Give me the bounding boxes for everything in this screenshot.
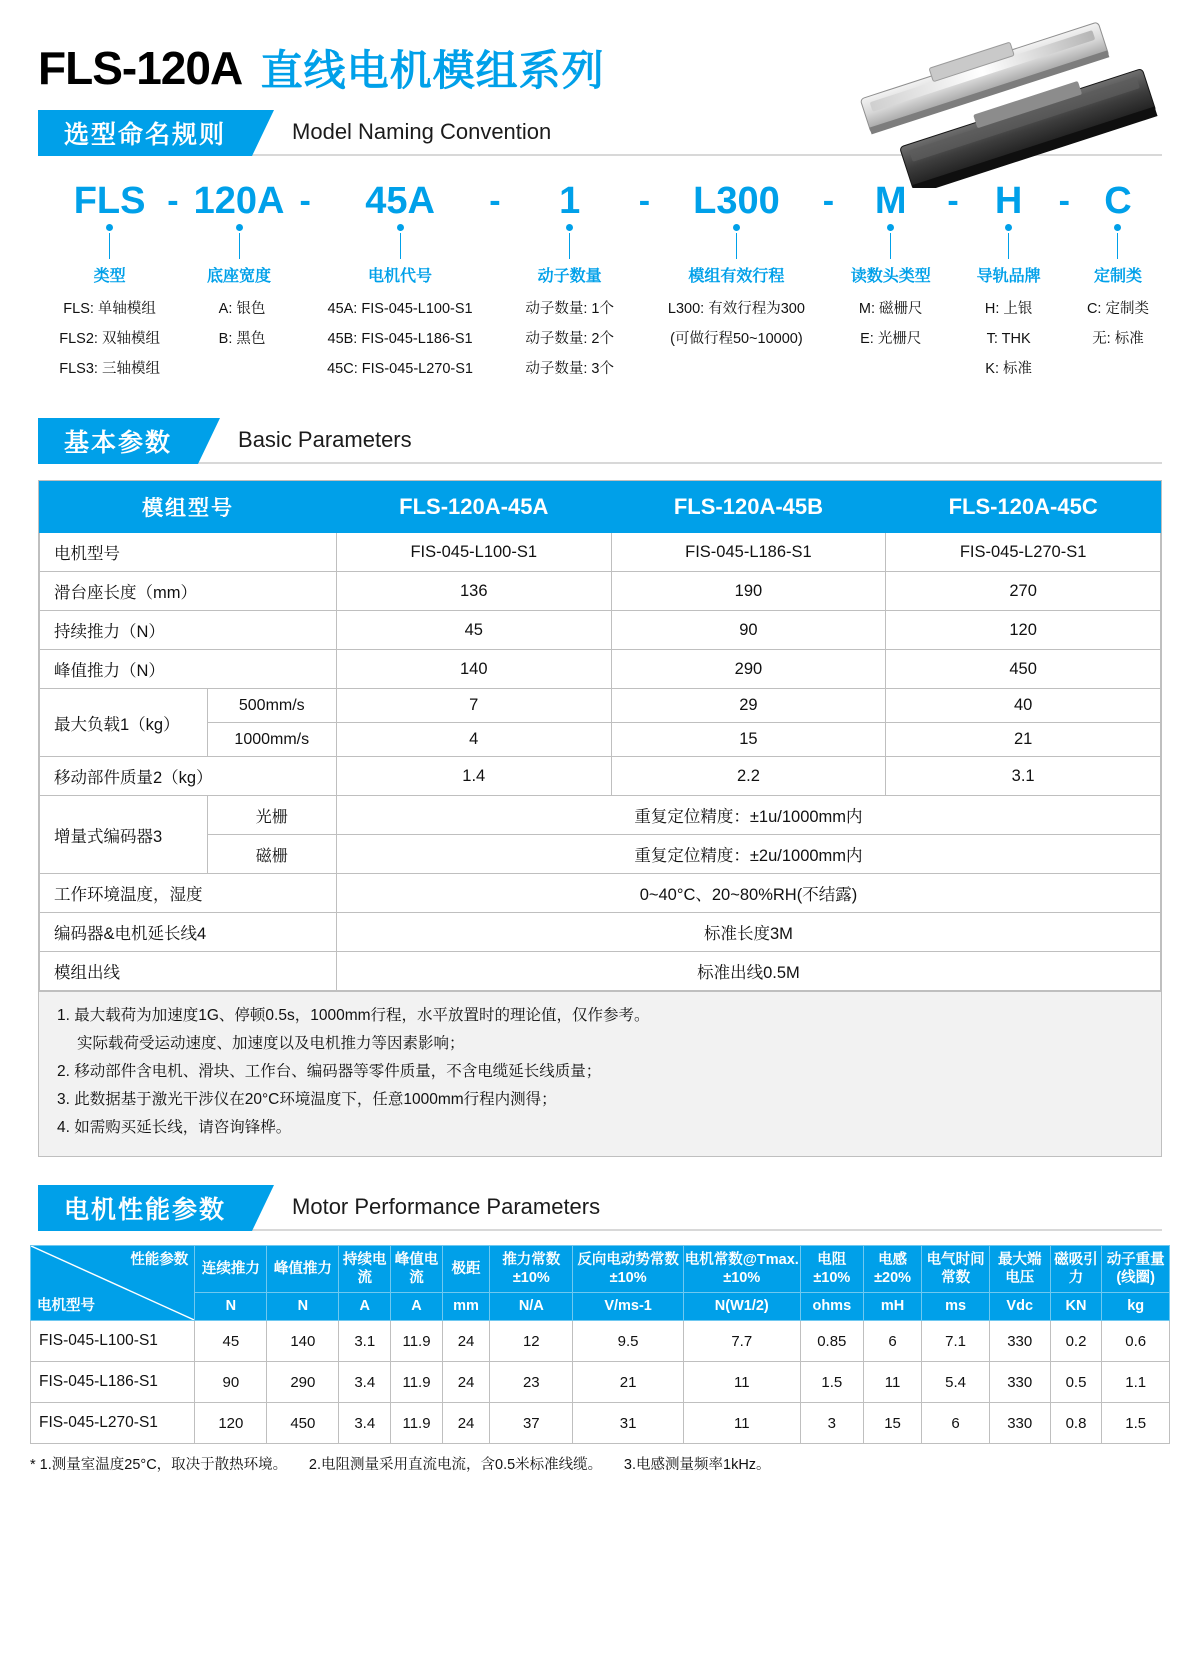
cell-value: 11 bbox=[683, 1362, 800, 1403]
naming-col-type bbox=[56, 178, 163, 384]
motor-performance-table bbox=[30, 1245, 1170, 1444]
cell-value: 15 bbox=[611, 723, 886, 757]
unit-cell: KN bbox=[1050, 1292, 1102, 1320]
col-header-45b: FLS-120A-45B bbox=[611, 482, 886, 533]
naming-col-mover-count bbox=[505, 178, 635, 384]
naming-options bbox=[183, 294, 296, 354]
naming-option: L300: 有效行程为300 bbox=[667, 301, 805, 317]
row-label: 编码器&电机延长线4 bbox=[40, 913, 337, 952]
naming-token: M bbox=[874, 180, 907, 222]
naming-option: H: 上银 bbox=[984, 301, 1033, 317]
cell-value: 3.4 bbox=[339, 1362, 391, 1403]
naming-options bbox=[1074, 294, 1162, 354]
naming-option: 45B: FIS-045-L186-S1 bbox=[327, 331, 473, 347]
row-sublabel: 光栅 bbox=[207, 796, 336, 835]
naming-label: 动子数量 bbox=[537, 268, 602, 285]
row-label: 滑台座长度（mm） bbox=[40, 572, 337, 611]
cell-value: 290 bbox=[267, 1362, 339, 1403]
cell-value: 140 bbox=[267, 1321, 339, 1362]
naming-option: C: 定制类 bbox=[1086, 301, 1149, 317]
col-header: 连续推力 bbox=[195, 1246, 267, 1293]
cell-value: 45 bbox=[195, 1321, 267, 1362]
section-title-cn: 选型命名规则 bbox=[38, 110, 252, 156]
cell-value: 1.5 bbox=[1102, 1403, 1170, 1444]
cell-value: 290 bbox=[611, 650, 886, 689]
table-row bbox=[40, 650, 1161, 689]
naming-dot bbox=[1114, 224, 1121, 231]
naming-label: 导轨品牌 bbox=[976, 268, 1041, 285]
naming-separator: - bbox=[489, 182, 501, 220]
cell-value: 4 bbox=[336, 723, 611, 757]
cell-value: 2.2 bbox=[611, 757, 886, 796]
row-label-maxload: 最大负载1（kg） bbox=[40, 689, 208, 757]
note-line: 4. 如需购买延长线，请咨询锋桦。 bbox=[57, 1119, 292, 1136]
row-sublabel: 500mm/s bbox=[207, 689, 336, 723]
naming-separator: - bbox=[947, 182, 959, 220]
motor-table-footnote: * 1.测量室温度25°C，取决于散热环境。 2.电阻测量采用直流电流，含0.5米标准线缆。 3.电感测量频率1kHz。 bbox=[30, 1457, 771, 1473]
naming-dot bbox=[397, 224, 404, 231]
row-model: FIS-045-L270-S1 bbox=[31, 1403, 195, 1444]
cell-value: 1.1 bbox=[1102, 1362, 1170, 1403]
table-row bbox=[31, 1362, 1170, 1403]
naming-options bbox=[963, 294, 1055, 384]
unit-cell: N bbox=[267, 1292, 339, 1320]
cell-value: 1.5 bbox=[800, 1362, 863, 1403]
naming-token: 120A bbox=[193, 180, 285, 222]
table-row bbox=[40, 572, 1161, 611]
naming-leader bbox=[1117, 233, 1118, 259]
cell-value: 37 bbox=[490, 1403, 573, 1444]
cell-value-merged: 0~40°C、20~80%RH(不结露) bbox=[336, 874, 1160, 913]
cell-value: FIS-045-L270-S1 bbox=[886, 533, 1161, 572]
naming-token: 1 bbox=[559, 180, 581, 222]
row-label: 持续推力（N） bbox=[40, 611, 337, 650]
naming-option: 动子数量: 1个 bbox=[525, 301, 614, 317]
cell-value: 24 bbox=[442, 1321, 489, 1362]
cell-value: 7.7 bbox=[683, 1321, 800, 1362]
naming-leader bbox=[736, 233, 737, 259]
naming-label: 电机代号 bbox=[368, 268, 433, 285]
cell-value: 11 bbox=[863, 1362, 922, 1403]
col-header: 电机常数@Tmax.±10% bbox=[683, 1246, 800, 1293]
col-header: 推力常数±10% bbox=[490, 1246, 573, 1293]
table-row bbox=[40, 533, 1161, 572]
title-model: FLS-120A bbox=[38, 42, 243, 94]
cell-value: 270 bbox=[886, 572, 1161, 611]
cell-value: 24 bbox=[442, 1362, 489, 1403]
cell-value: 0.5 bbox=[1050, 1362, 1102, 1403]
unit-cell: A bbox=[391, 1292, 443, 1320]
naming-leader bbox=[569, 233, 570, 259]
cell-value: 3.1 bbox=[339, 1321, 391, 1362]
page-title bbox=[0, 0, 1200, 110]
product-photo bbox=[840, 8, 1180, 188]
cell-value: FIS-045-L100-S1 bbox=[336, 533, 611, 572]
unit-cell: ms bbox=[922, 1292, 990, 1320]
unit-cell: V/ms-1 bbox=[573, 1292, 683, 1320]
row-label: 峰值推力（N） bbox=[40, 650, 337, 689]
naming-dot bbox=[566, 224, 573, 231]
naming-dot bbox=[887, 224, 894, 231]
cell-value: 6 bbox=[863, 1321, 922, 1362]
cell-value: 21 bbox=[886, 723, 1161, 757]
naming-col-custom bbox=[1074, 178, 1162, 354]
cell-value-merged: 重复定位精度：±2u/1000mm内 bbox=[336, 835, 1160, 874]
title-series: 直线电机模组系列 bbox=[260, 47, 605, 94]
note-line: 1. 最大载荷为加速度1G、停顿0.5s，1000mm行程，水平放置时的理论值，仅作参考。 bbox=[57, 1007, 650, 1024]
naming-option: T: THK bbox=[986, 331, 1031, 347]
naming-option: A: 银色 bbox=[218, 301, 266, 317]
naming-leader bbox=[239, 233, 240, 259]
naming-dot bbox=[1005, 224, 1012, 231]
cell-value: 3.1 bbox=[886, 757, 1161, 796]
unit-cell: N/A bbox=[490, 1292, 573, 1320]
row-label: 模组出线 bbox=[40, 952, 337, 991]
naming-label: 模组有效行程 bbox=[688, 268, 785, 285]
cell-value: 0.2 bbox=[1050, 1321, 1102, 1362]
cell-value: 3.4 bbox=[339, 1403, 391, 1444]
cell-value: 40 bbox=[886, 689, 1161, 723]
col-header: 极距 bbox=[442, 1246, 489, 1293]
cell-value: 330 bbox=[989, 1321, 1050, 1362]
cell-value: 12 bbox=[490, 1321, 573, 1362]
cell-value: 450 bbox=[886, 650, 1161, 689]
col-header: 峰值电流 bbox=[391, 1246, 443, 1293]
cell-value: 15 bbox=[863, 1403, 922, 1444]
cell-value: 120 bbox=[886, 611, 1161, 650]
cell-value: 5.4 bbox=[922, 1362, 990, 1403]
unit-cell: kg bbox=[1102, 1292, 1170, 1320]
cell-value: 330 bbox=[989, 1362, 1050, 1403]
table-row bbox=[40, 835, 1161, 874]
naming-token: H bbox=[994, 180, 1023, 222]
note-line: 实际载荷受运动速度、加速度以及电机推力等因素影响； bbox=[77, 1035, 465, 1052]
col-header: 动子重量(线圈) bbox=[1102, 1246, 1170, 1293]
row-label: 移动部件质量2（kg） bbox=[40, 757, 337, 796]
naming-token: L300 bbox=[693, 180, 780, 222]
unit-cell: N bbox=[195, 1292, 267, 1320]
naming-option: FLS2: 双轴模组 bbox=[59, 331, 160, 347]
row-model: FIS-045-L186-S1 bbox=[31, 1362, 195, 1403]
row-sublabel: 磁栅 bbox=[207, 835, 336, 874]
naming-separator: - bbox=[299, 182, 311, 220]
table-row bbox=[40, 611, 1161, 650]
table-row bbox=[40, 796, 1161, 835]
naming-dot bbox=[733, 224, 740, 231]
cell-value: 11.9 bbox=[391, 1321, 443, 1362]
cell-value: FIS-045-L186-S1 bbox=[611, 533, 886, 572]
cell-value: 21 bbox=[573, 1362, 683, 1403]
naming-label: 读数头类型 bbox=[850, 268, 931, 285]
table-units-row bbox=[31, 1292, 1170, 1320]
section-title-cn: 基本参数 bbox=[38, 418, 198, 464]
naming-options bbox=[838, 294, 943, 354]
naming-separator: - bbox=[822, 182, 835, 220]
row-label-encoder: 增量式编码器3 bbox=[40, 796, 208, 874]
cell-value: 90 bbox=[195, 1362, 267, 1403]
cell-value: 3 bbox=[800, 1403, 863, 1444]
cell-value: 90 bbox=[611, 611, 886, 650]
naming-leader bbox=[890, 233, 891, 259]
cell-value: 450 bbox=[267, 1403, 339, 1444]
col-header: 最大端电压 bbox=[989, 1246, 1050, 1293]
cell-value: 11 bbox=[683, 1403, 800, 1444]
naming-options bbox=[315, 294, 485, 384]
unit-cell: ohms bbox=[800, 1292, 863, 1320]
naming-option: FLS: 单轴模组 bbox=[63, 301, 156, 317]
cell-value: 6 bbox=[922, 1403, 990, 1444]
table-row bbox=[40, 913, 1161, 952]
naming-col-base-width bbox=[183, 178, 296, 354]
note-line: 3. 此数据基于激光干涉仪在20°C环境温度下，任意1000mm行程内测得； bbox=[57, 1091, 557, 1108]
cell-value: 9.5 bbox=[573, 1321, 683, 1362]
col-header-45c: FLS-120A-45C bbox=[886, 482, 1161, 533]
note-line: 2. 移动部件含电机、滑块、工作台、编码器等零件质量，不含电缆延长线质量； bbox=[57, 1063, 602, 1080]
corner-header bbox=[31, 1246, 195, 1321]
cell-value: 136 bbox=[336, 572, 611, 611]
unit-cell: N(W1/2) bbox=[683, 1292, 800, 1320]
cell-value: 190 bbox=[611, 572, 886, 611]
table-row bbox=[40, 952, 1161, 991]
naming-label: 类型 bbox=[93, 268, 126, 285]
col-header: 电气时间常数 bbox=[922, 1246, 990, 1293]
naming-options bbox=[505, 294, 635, 384]
table-row bbox=[31, 1321, 1170, 1362]
naming-convention bbox=[38, 178, 1162, 384]
naming-option: 无: 标准 bbox=[1092, 331, 1144, 347]
unit-cell: A bbox=[339, 1292, 391, 1320]
col-header: 持续电流 bbox=[339, 1246, 391, 1293]
cell-value: 330 bbox=[989, 1403, 1050, 1444]
section-title-en: Basic Parameters bbox=[198, 418, 1162, 464]
cell-value: 140 bbox=[336, 650, 611, 689]
naming-option: FLS3: 三轴模组 bbox=[59, 361, 160, 377]
naming-label: 底座宽度 bbox=[207, 268, 272, 285]
section-title-cn: 电机性能参数 bbox=[38, 1185, 252, 1231]
unit-cell: mm bbox=[442, 1292, 489, 1320]
cell-value: 11.9 bbox=[391, 1362, 443, 1403]
naming-option: 45A: FIS-045-L100-S1 bbox=[327, 301, 473, 317]
naming-option: E: 光栅尺 bbox=[860, 331, 922, 347]
naming-dot bbox=[236, 224, 243, 231]
corner-header-model: 电机型号 bbox=[37, 1298, 95, 1314]
naming-col-readhead bbox=[838, 178, 943, 354]
naming-col-motor-code bbox=[315, 178, 485, 384]
naming-label: 定制类 bbox=[1093, 268, 1142, 285]
cell-value-merged: 标准出线0.5M bbox=[336, 952, 1160, 991]
cell-value-merged: 标准长度3M bbox=[336, 913, 1160, 952]
row-label: 工作环境温度，湿度 bbox=[40, 874, 337, 913]
cell-value: 29 bbox=[611, 689, 886, 723]
cell-value: 0.6 bbox=[1102, 1321, 1170, 1362]
col-header: 电感±20% bbox=[863, 1246, 922, 1293]
section-header-basic bbox=[38, 418, 1162, 464]
section-title-en: Motor Performance Parameters bbox=[252, 1185, 1162, 1231]
section-header-motor bbox=[38, 1185, 1162, 1231]
corner-header-param: 性能参数 bbox=[130, 1252, 189, 1268]
col-header: 磁吸引力 bbox=[1050, 1246, 1102, 1293]
unit-cell: mH bbox=[863, 1292, 922, 1320]
cell-value: 120 bbox=[195, 1403, 267, 1444]
naming-options bbox=[654, 294, 819, 354]
naming-option: B: 黑色 bbox=[218, 331, 266, 347]
naming-option: (可做行程50~10000) bbox=[670, 331, 803, 347]
col-header: 峰值推力 bbox=[267, 1246, 339, 1293]
col-header: 反向电动势常数±10% bbox=[573, 1246, 683, 1293]
naming-leader bbox=[1008, 233, 1009, 259]
cell-value: 24 bbox=[442, 1403, 489, 1444]
cell-value: 7.1 bbox=[922, 1321, 990, 1362]
naming-leader bbox=[109, 233, 110, 259]
naming-options bbox=[56, 294, 163, 384]
row-model: FIS-045-L100-S1 bbox=[31, 1321, 195, 1362]
naming-separator: - bbox=[167, 182, 179, 220]
naming-option: K: 标准 bbox=[985, 361, 1033, 377]
table-row bbox=[31, 1403, 1170, 1444]
naming-col-rail-brand bbox=[963, 178, 1055, 384]
col-header-model: 模组型号 bbox=[40, 482, 337, 533]
naming-token: FLS bbox=[73, 180, 146, 222]
naming-col-stroke bbox=[654, 178, 819, 354]
naming-option: 动子数量: 2个 bbox=[525, 331, 614, 347]
naming-token: C bbox=[1104, 180, 1132, 222]
table-header-row bbox=[31, 1246, 1170, 1293]
row-sublabel: 1000mm/s bbox=[207, 723, 336, 757]
cell-value: 0.8 bbox=[1050, 1403, 1102, 1444]
naming-dot bbox=[106, 224, 113, 231]
table-row bbox=[40, 874, 1161, 913]
cell-value: 45 bbox=[336, 611, 611, 650]
unit-cell: Vdc bbox=[989, 1292, 1050, 1320]
naming-option: 45C: FIS-045-L270-S1 bbox=[327, 361, 473, 377]
naming-code-row bbox=[38, 178, 1162, 384]
cell-value: 0.85 bbox=[800, 1321, 863, 1362]
table-row bbox=[40, 757, 1161, 796]
row-label: 电机型号 bbox=[40, 533, 337, 572]
cell-value: 1.4 bbox=[336, 757, 611, 796]
naming-token: 45A bbox=[365, 180, 435, 222]
basic-parameters-table bbox=[38, 480, 1162, 1157]
cell-value-merged: 重复定位精度：±1u/1000mm内 bbox=[336, 796, 1160, 835]
naming-separator: - bbox=[638, 182, 651, 220]
col-header-45a: FLS-120A-45A bbox=[336, 482, 611, 533]
cell-value: 7 bbox=[336, 689, 611, 723]
section-title-en: Model Naming Convention bbox=[252, 110, 1162, 156]
table-row bbox=[40, 689, 1161, 723]
cell-value: 11.9 bbox=[391, 1403, 443, 1444]
col-header: 电阻±10% bbox=[800, 1246, 863, 1293]
cell-value: 23 bbox=[490, 1362, 573, 1403]
naming-leader bbox=[400, 233, 401, 259]
cell-value: 31 bbox=[573, 1403, 683, 1444]
basic-table-notes bbox=[39, 991, 1161, 1156]
naming-separator: - bbox=[1058, 182, 1070, 220]
naming-option: M: 磁栅尺 bbox=[858, 301, 923, 317]
naming-option: 动子数量: 3个 bbox=[525, 361, 614, 377]
table-header-row bbox=[40, 482, 1161, 533]
table-row bbox=[40, 723, 1161, 757]
